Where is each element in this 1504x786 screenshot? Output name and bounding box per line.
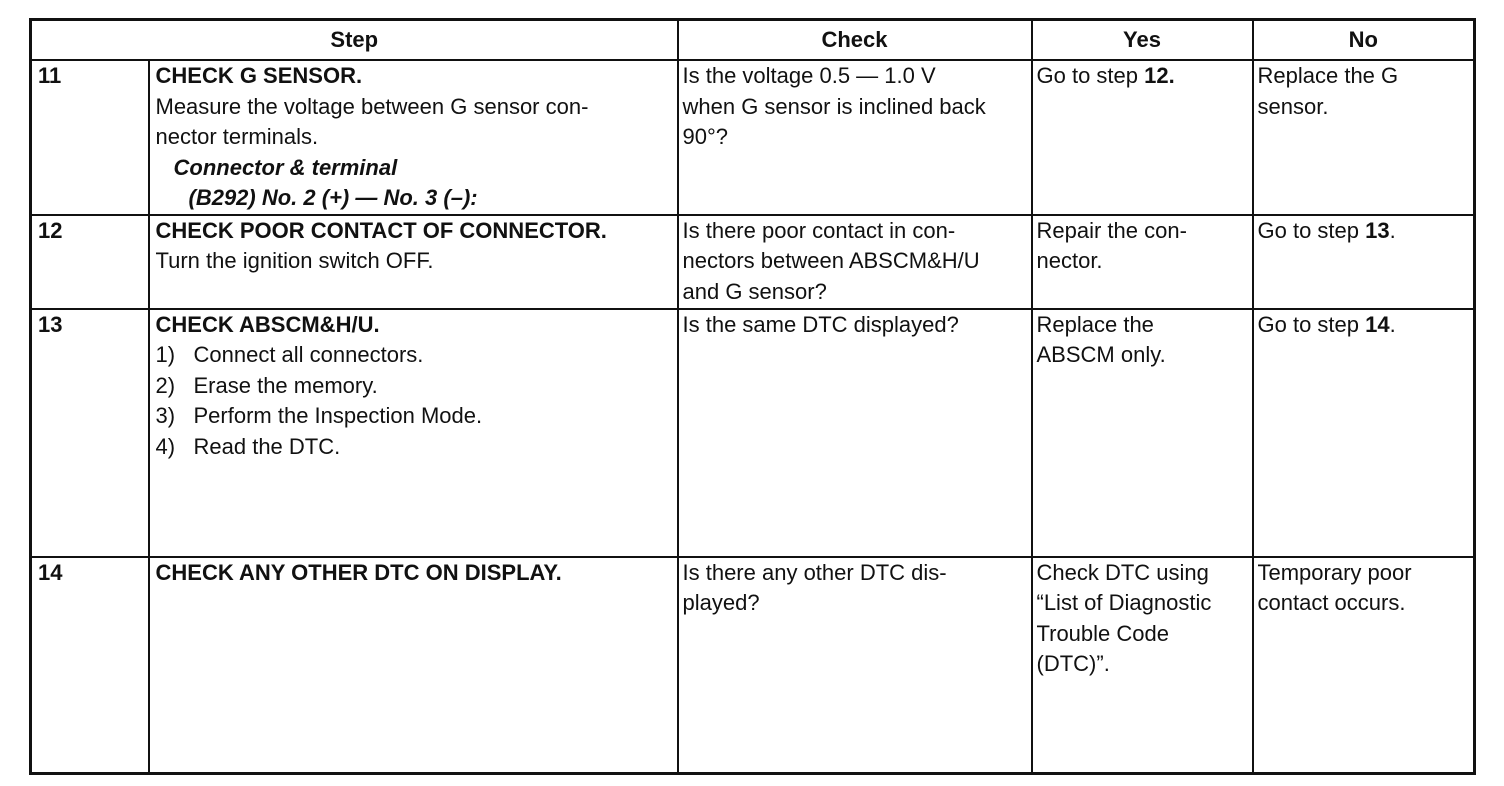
step-title: CHECK G SENSOR. xyxy=(155,63,363,88)
yes-cell xyxy=(1032,215,1253,309)
yes-step-ref: 12 xyxy=(1144,63,1169,88)
header-step: Step xyxy=(31,20,678,61)
no-cell xyxy=(1253,309,1475,557)
step-number: 13 xyxy=(31,309,149,557)
list-item xyxy=(156,432,673,463)
substep-index: 4) xyxy=(155,433,176,459)
no-cell xyxy=(1253,215,1475,309)
substep-text: Perform the Inspection Mode. xyxy=(193,403,483,428)
step-number: 11 xyxy=(31,60,149,215)
yes-line: ABSCM only. xyxy=(1036,342,1166,367)
connector-title: Connector & terminal xyxy=(173,154,398,180)
yes-line: Trouble Code xyxy=(1036,620,1169,646)
step-cell xyxy=(149,557,678,774)
header-check: Check xyxy=(678,20,1032,61)
yes-cell xyxy=(1032,309,1253,557)
list-item xyxy=(156,340,673,371)
substep-text: Erase the memory. xyxy=(193,372,378,398)
no-suffix: . xyxy=(1389,217,1396,243)
step-title: CHECK ABSCM&H/U. xyxy=(155,311,380,337)
yes-line: “List of Diagnostic xyxy=(1036,590,1212,615)
check-line: Is the same DTC displayed? xyxy=(682,311,959,337)
list-item xyxy=(156,371,673,402)
check-cell xyxy=(678,60,1032,215)
no-cell xyxy=(1253,557,1475,774)
step-cell xyxy=(149,309,678,557)
check-line: 90°? xyxy=(682,124,729,149)
step-cell xyxy=(149,215,678,309)
check-line: Is the voltage 0.5 — 1.0 V xyxy=(682,63,936,88)
step-title: CHECK ANY OTHER DTC ON DISPLAY. xyxy=(155,559,562,585)
check-line: Is there any other DTC dis- xyxy=(682,559,947,585)
yes-line: Replace the xyxy=(1036,311,1154,337)
substep-index: 2) xyxy=(155,372,176,398)
table-row xyxy=(31,557,1475,774)
table-header-row xyxy=(31,20,1475,61)
no-line: Replace the G xyxy=(1257,63,1399,88)
header-yes: Yes xyxy=(1032,20,1253,61)
yes-cell xyxy=(1032,557,1253,774)
yes-line: nector. xyxy=(1036,248,1103,273)
yes-line: (DTC)”. xyxy=(1036,651,1110,676)
step-number: 14 xyxy=(31,557,149,774)
step-body-line: Turn the ignition switch OFF. xyxy=(155,248,434,273)
substep-index: 1) xyxy=(155,342,176,367)
yes-cell xyxy=(1032,60,1253,215)
check-cell xyxy=(678,309,1032,557)
check-line: when G sensor is inclined back xyxy=(682,93,986,119)
step-body-line: nector terminals. xyxy=(155,124,319,149)
check-line: and G sensor? xyxy=(682,278,827,304)
yes-line: Check DTC using xyxy=(1036,559,1209,585)
header-no: No xyxy=(1253,20,1475,61)
step-body-line: Measure the voltage between G sensor con- xyxy=(155,93,589,119)
step-number: 12 xyxy=(31,215,149,309)
substep-text: Connect all connectors. xyxy=(193,342,424,367)
yes-text: Go to step xyxy=(1036,63,1145,88)
substep-index: 3) xyxy=(155,403,176,428)
step-cell xyxy=(149,60,678,215)
check-line: nectors between ABSCM&H/U xyxy=(682,248,980,273)
yes-suffix: . xyxy=(1168,63,1175,88)
step-title: CHECK POOR CONTACT OF CONNECTOR. xyxy=(155,217,607,243)
diagnostic-procedure-table xyxy=(29,18,1476,775)
check-cell xyxy=(678,557,1032,774)
table-row xyxy=(31,60,1475,215)
list-item xyxy=(156,401,673,432)
no-cell xyxy=(1253,60,1475,215)
no-line: sensor. xyxy=(1257,93,1329,119)
table-row xyxy=(31,309,1475,557)
check-cell xyxy=(678,215,1032,309)
no-line: Temporary poor xyxy=(1257,559,1412,585)
yes-line: Repair the con- xyxy=(1036,217,1187,243)
no-text: Go to step xyxy=(1257,311,1366,337)
table-row xyxy=(31,215,1475,309)
substep-text: Read the DTC. xyxy=(193,433,341,459)
substep-list xyxy=(156,340,673,462)
no-step-ref: 13 xyxy=(1365,217,1390,243)
no-line: contact occurs. xyxy=(1257,590,1406,615)
check-line: Is there poor contact in con- xyxy=(682,217,956,243)
no-suffix: . xyxy=(1389,311,1396,337)
no-text: Go to step xyxy=(1257,217,1366,243)
check-line: played? xyxy=(682,590,760,615)
connector-value: (B292) No. 2 (+) — No. 3 (–): xyxy=(188,185,478,210)
no-step-ref: 14 xyxy=(1365,311,1390,337)
